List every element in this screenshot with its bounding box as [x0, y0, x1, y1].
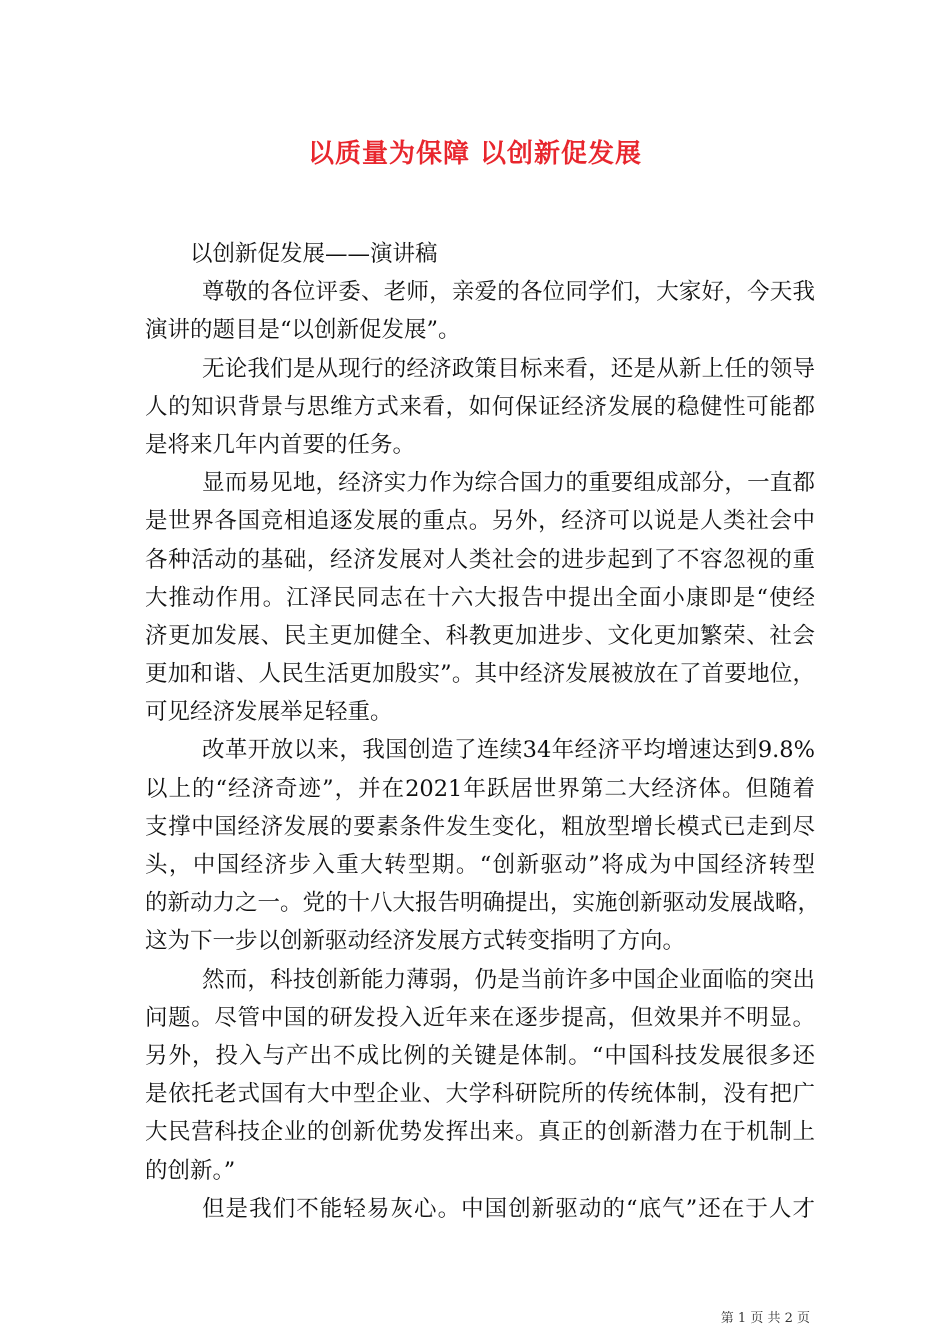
text-line: 头，中国经济步入重大转型期。“创新驱动”将成为中国经济转型: [145, 852, 815, 878]
text-line: 但是我们不能轻易灰心。中国创新驱动的“底气”还在于人才: [202, 1195, 815, 1222]
document-title: 以质量为保障 以创新促发展: [307, 139, 643, 169]
text-line: 是将来几年内首要的任务。: [145, 431, 416, 458]
text-line: 大推动作用。江泽民同志在十六大报告中提出全面小康即是“使经: [145, 584, 815, 611]
text-line: 演讲的题目是“以创新促发展”。: [145, 317, 461, 344]
text-line: 无论我们是从现行的经济政策目标来看，还是从新上任的领导: [202, 355, 815, 382]
text-line: 显而易见地，经济实力作为综合国力的重要组成部分，一直都: [202, 470, 815, 497]
text-line: 尊敬的各位评委、老师，亲爱的各位同学们，大家好，今天我: [202, 279, 815, 306]
text-line: 的新动力之一。党的十八大报告明确提出，实施创新驱动发展战略，: [145, 890, 821, 917]
text-line: 更加和谐、人民生活更加殷实”。其中经济发展被放在了首要地位，: [145, 661, 815, 688]
subtitle-line: 以创新促发展——演讲稿: [190, 241, 438, 267]
text-line: 这为下一步以创新驱动经济发展方式转变指明了方向。: [145, 928, 686, 955]
text-line: 以上的“经济奇迹”，并在2021年跃居世界第二大经济体。但随着: [145, 775, 815, 802]
document-body: [145, 235, 821, 1228]
text-line: 是依托老式国有大中型企业、大学科研院所的传统体制，没有把广: [145, 1081, 815, 1108]
text-line: 另外，投入与产出不成比例的关键是体制。“中国科技发展很多还: [145, 1042, 815, 1069]
text-line: 的创新。”: [145, 1157, 236, 1184]
page-number-footer: 第 1 页 共 2 页: [720, 1311, 810, 1326]
text-line: 济更加发展、民主更加健全、科教更加进步、文化更加繁荣、社会: [145, 622, 815, 649]
text-line: 大民营科技企业的创新优势发挥出来。真正的创新潜力在于机制上: [145, 1119, 815, 1146]
text-line: 可见经济发展举足轻重。: [145, 699, 393, 726]
text-line: 是世界各国竞相追逐发展的重点。另外，经济可以说是人类社会中: [145, 508, 815, 535]
text-line: 各种活动的基础，经济发展对人类社会的进步起到了不容忽视的重: [145, 546, 815, 573]
text-line: 人的知识背景与思维方式来看，如何保证经济发展的稳健性可能都: [145, 393, 815, 420]
text-line: 问题。尽管中国的研发投入近年来在逐步提高，但效果并不明显。: [145, 1004, 815, 1031]
text-line: 然而，科技创新能力薄弱，仍是当前许多中国企业面临的突出: [202, 966, 815, 993]
text-line: 支撑中国经济发展的要素条件发生变化，粗放型增长模式已走到尽: [145, 813, 815, 840]
text-line: 改革开放以来，我国创造了连续34年经济平均增速达到9.8%: [202, 737, 815, 764]
